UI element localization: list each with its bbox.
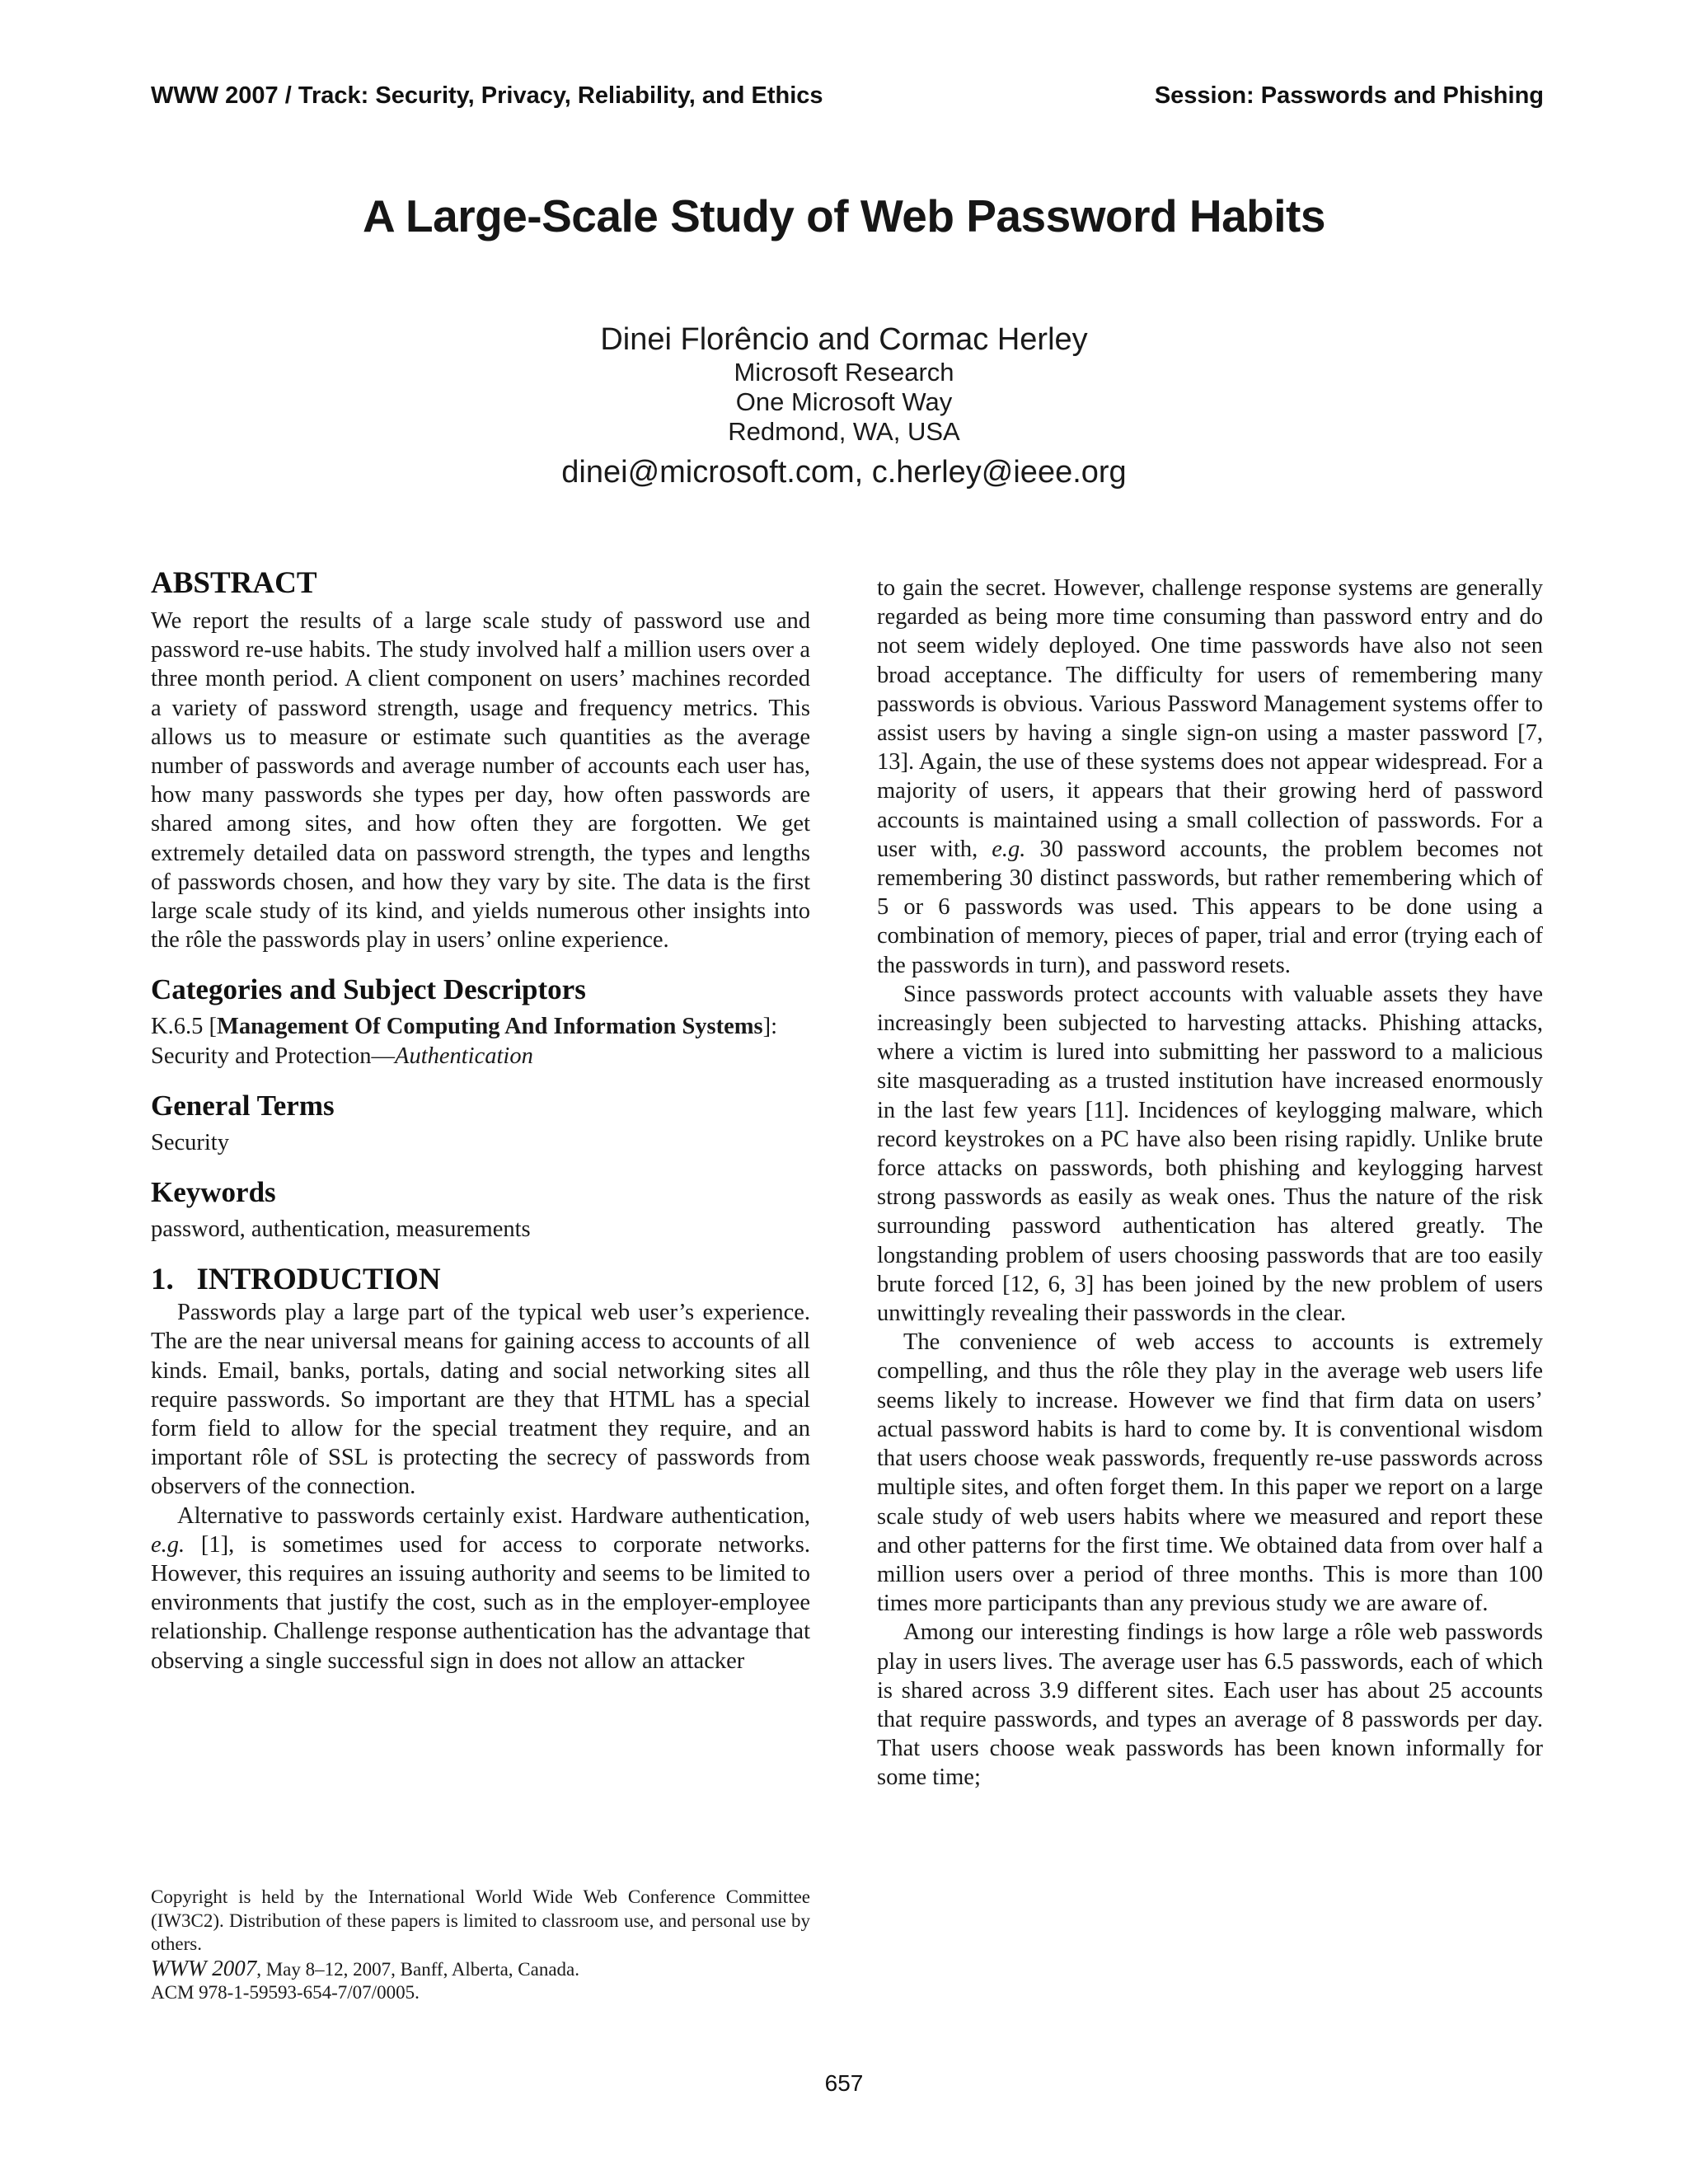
right-paragraph-4: Among our interesting findings is how large a rôle web passwords play in users lives. The average user has 6.5 passwords, each of which is shared across 3.9 different sites. Each user has about 25 accounts that require passwords, and types an average of 8 passwords per day. That users choose weak passwords has been known informally for some time;: [877, 1619, 1543, 1791]
right-paragraph-3: The convenience of web access to accounts is extremely compelling, and thus the rôle they play in the average web users life seems likely to increase. However we find that firm data on users’ actual password habits is hard to come by. It is conventional wisdom that users choose weak passwords, frequently re-use passwords across multiple sites, and often forget them. In this paper we report on a large scale study of web users habits where we measured and report these and other patterns for the first time. We obtained data from over half a million users over a period of three months. This is more than 100 times more participants than any previous study we are aware of.: [877, 1329, 1543, 1617]
abstract-text: We report the results of a large scale study of password use and password re-use habits. The study involved half a million users over a three month period. A client component on users’ machines recorded a variety of password strength, usage and frequency metrics. This allows us to measure or estimate such quantities as the average number of passwords and average number of accounts each user has, how many passwords she types per day, how often passwords are shared among sites, and how often they are forgotten. We get extremely detailed data on password strength, the types and lengths of passwords chosen, and how they vary by site. The data is the first large scale study of its kind, and yields numerous other insights into the rôle the passwords play in users’ online experience.: [151, 608, 810, 954]
address-line-1: One Microsoft Way: [735, 387, 953, 416]
right-p1-start: to gain the secret. However, challenge response systems are generally regarded as being more time consuming than password entry and do not seem widely deployed. One time passwords have also not seen broad acceptance. The difficulty for users of remembering many passwords is obvious. Various Password Management systems offer to assist users by having a single sign-on using a master password [7, 13]. Again, the use of these systems does not appear widespread. For a majority of users, it appears that their growing herd of password accounts is maintained using a small collection of passwords. For a user with,: [877, 575, 1543, 862]
conference-details: , May 8–12, 2007, Banff, Alberta, Canada.: [256, 1958, 580, 1980]
author-names: Dinei Florêncio and Cormac Herley: [600, 322, 1088, 357]
address-line-2: Redmond, WA, USA: [728, 417, 960, 446]
page-number: 657: [824, 2070, 864, 2096]
author-block: [0, 321, 1688, 491]
categories-rest: ]: Security and Protection—: [151, 1014, 778, 1069]
author-emails: dinei@microsoft.com, c.herley@ieee.org: [561, 455, 1127, 490]
copyright-footnote: [151, 1886, 810, 2005]
intro-p2-end: [1], is sometimes used for access to corporate networks. However, this requires an issuing authority and seems to be limited to environments that justify the cost, such as in the employer-employee relationship. Challenge response authentication has the advantage that observing a single successful sign in does not allow an attacker: [151, 1531, 810, 1674]
keywords-heading: Keywords: [151, 1176, 276, 1209]
general-terms-text: Security: [151, 1129, 229, 1155]
categories-bold: Management Of Computing And Information Systems: [216, 1014, 763, 1040]
abstract-heading: ABSTRACT: [151, 566, 317, 600]
right-p1-end: 30 password accounts, the problem becomes not remembering 30 distinct passwords, but rather remembering which of 5 or 6 passwords was used. This appears to be done using a combination of memory, pieces of paper, trial and error (trying each of the passwords in turn), and password resets.: [877, 836, 1543, 978]
right-column: [877, 574, 1543, 1793]
copyright-line-1: Copyright is held by the International World Wide Web Conference Committee (IW3C2). Distribution of these papers is limited to classroom use, and personal use by others.: [151, 1886, 810, 1954]
copyright-line-2: [151, 1957, 810, 1982]
keywords-text: password, authentication, measurements: [151, 1216, 531, 1243]
right-paragraph-1: [877, 574, 1543, 980]
header-session: Session: Passwords and Phishing: [1154, 82, 1544, 109]
left-column: [151, 565, 810, 1675]
intro-paragraph-1: Passwords play a large part of the typical web user’s experience. The are the near universal means for gaining access to accounts of all kinds. Email, banks, portals, dating and social networking sites all require passwords. So important are they that HTML has a special form field to allow for the special treatment they require, and an important rôle of SSL is protecting the secrecy of passwords from observers of the connection.: [151, 1300, 810, 1500]
general-terms-heading: General Terms: [151, 1089, 335, 1122]
categories-heading: Categories and Subject Descriptors: [151, 973, 586, 1006]
right-p1-em: e.g.: [992, 836, 1026, 862]
categories-text: [151, 1012, 810, 1070]
intro-p2-em: e.g.: [151, 1531, 185, 1558]
categories-italic: Authentication: [395, 1043, 533, 1069]
introduction-heading: 1. INTRODUCTION: [151, 1263, 441, 1297]
conference-name: WWW 2007: [151, 1955, 257, 1980]
running-header: [151, 82, 1544, 110]
affiliation: Microsoft Research: [734, 358, 954, 387]
header-track: WWW 2007 / Track: Security, Privacy, Reliability, and Ethics: [151, 82, 823, 109]
intro-paragraph-2: [151, 1502, 810, 1675]
paper-title: A Large-Scale Study of Web Password Habits: [363, 190, 1325, 241]
intro-p2-start: Alternative to passwords certainly exist. Hardware authentication,: [177, 1502, 810, 1529]
categories-code: K.6.5 [: [151, 1014, 217, 1040]
copyright-line-3: ACM 978-1-59593-654-7/07/0005.: [151, 1982, 420, 2003]
right-paragraph-2: Since passwords protect accounts with valuable assets they have increasingly been subjected to harvesting attacks. Phishing attacks, where a victim is lured into submitting her password to a malicious site masquerading as a trusted institution have increased enormously in the last few years [11]. Incidences of keylogging malware, which record keystrokes on a PC have also been rising rapidly. Unlike brute force attacks on passwords, both phishing and keylogging harvest strong passwords as easily as weak ones. Thus the nature of the risk surrounding password authentication has altered greatly. The longstanding problem of users choosing passwords that are too easily brute forced [12, 6, 3] has been joined by the new problem of users unwittingly revealing their passwords in the clear.: [877, 981, 1543, 1327]
